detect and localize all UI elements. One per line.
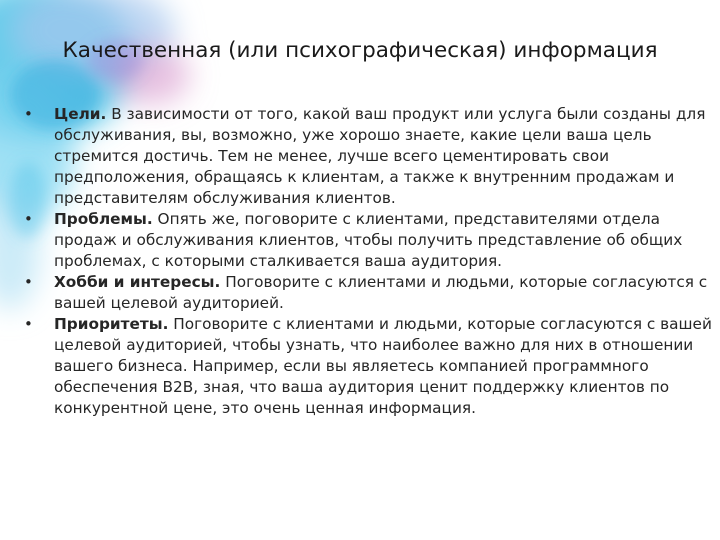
bullet-heading: Проблемы. <box>54 210 153 228</box>
bullet-list <box>24 104 714 419</box>
bullet-dot-icon: • <box>24 105 33 123</box>
bullet-heading: Цели. <box>54 105 107 123</box>
bullet-text <box>54 209 714 272</box>
slide-title: Качественная (или психографическая) информация <box>62 38 658 63</box>
bullet-text <box>54 104 714 209</box>
bullet-goals <box>24 104 714 209</box>
bullet-heading: Хобби и интересы. <box>54 273 221 291</box>
bullet-body: Поговорите с клиентами и людьми, которые согласуются с вашей целевой аудиторией, чтобы узнать, что наиболее важно для них в отношении вашего бизнеса. Например, если вы являетесь компанией программного обеспечения B2B, зная, что ваша аудитория ценит поддержку клиентов по конкурентной цене, это очень ценная информация. <box>54 315 712 417</box>
bullet-dot-icon: • <box>24 273 33 291</box>
bullet-priorities <box>24 314 714 419</box>
bullet-dot-icon: • <box>24 210 33 228</box>
bullet-dot-icon: • <box>24 315 33 333</box>
bullet-body: Опять же, поговорите с клиентами, представителями отдела продаж и обслуживания клиентов, чтобы получить представление об общих проблемах, с которыми сталкивается ваша аудитория. <box>54 210 683 270</box>
bullet-body: В зависимости от того, какой ваш продукт или услуга были созданы для обслуживания, вы, возможно, уже хорошо знаете, какие цели ваша цель стремится достичь. Тем не менее, лучше всего цементировать свои предположения, обращаясь к клиентам, а также к внутренним продажам и представителям обслуживания клиентов. <box>54 105 706 207</box>
bullet-heading: Приоритеты. <box>54 315 169 333</box>
bullet-problems <box>24 209 714 272</box>
bullet-text <box>54 272 714 314</box>
bullet-text <box>54 314 714 419</box>
bullet-hobbies <box>24 272 714 314</box>
bullet-body: Поговорите с клиентами и людьми, которые согласуются с вашей целевой аудиторией. <box>54 273 708 312</box>
